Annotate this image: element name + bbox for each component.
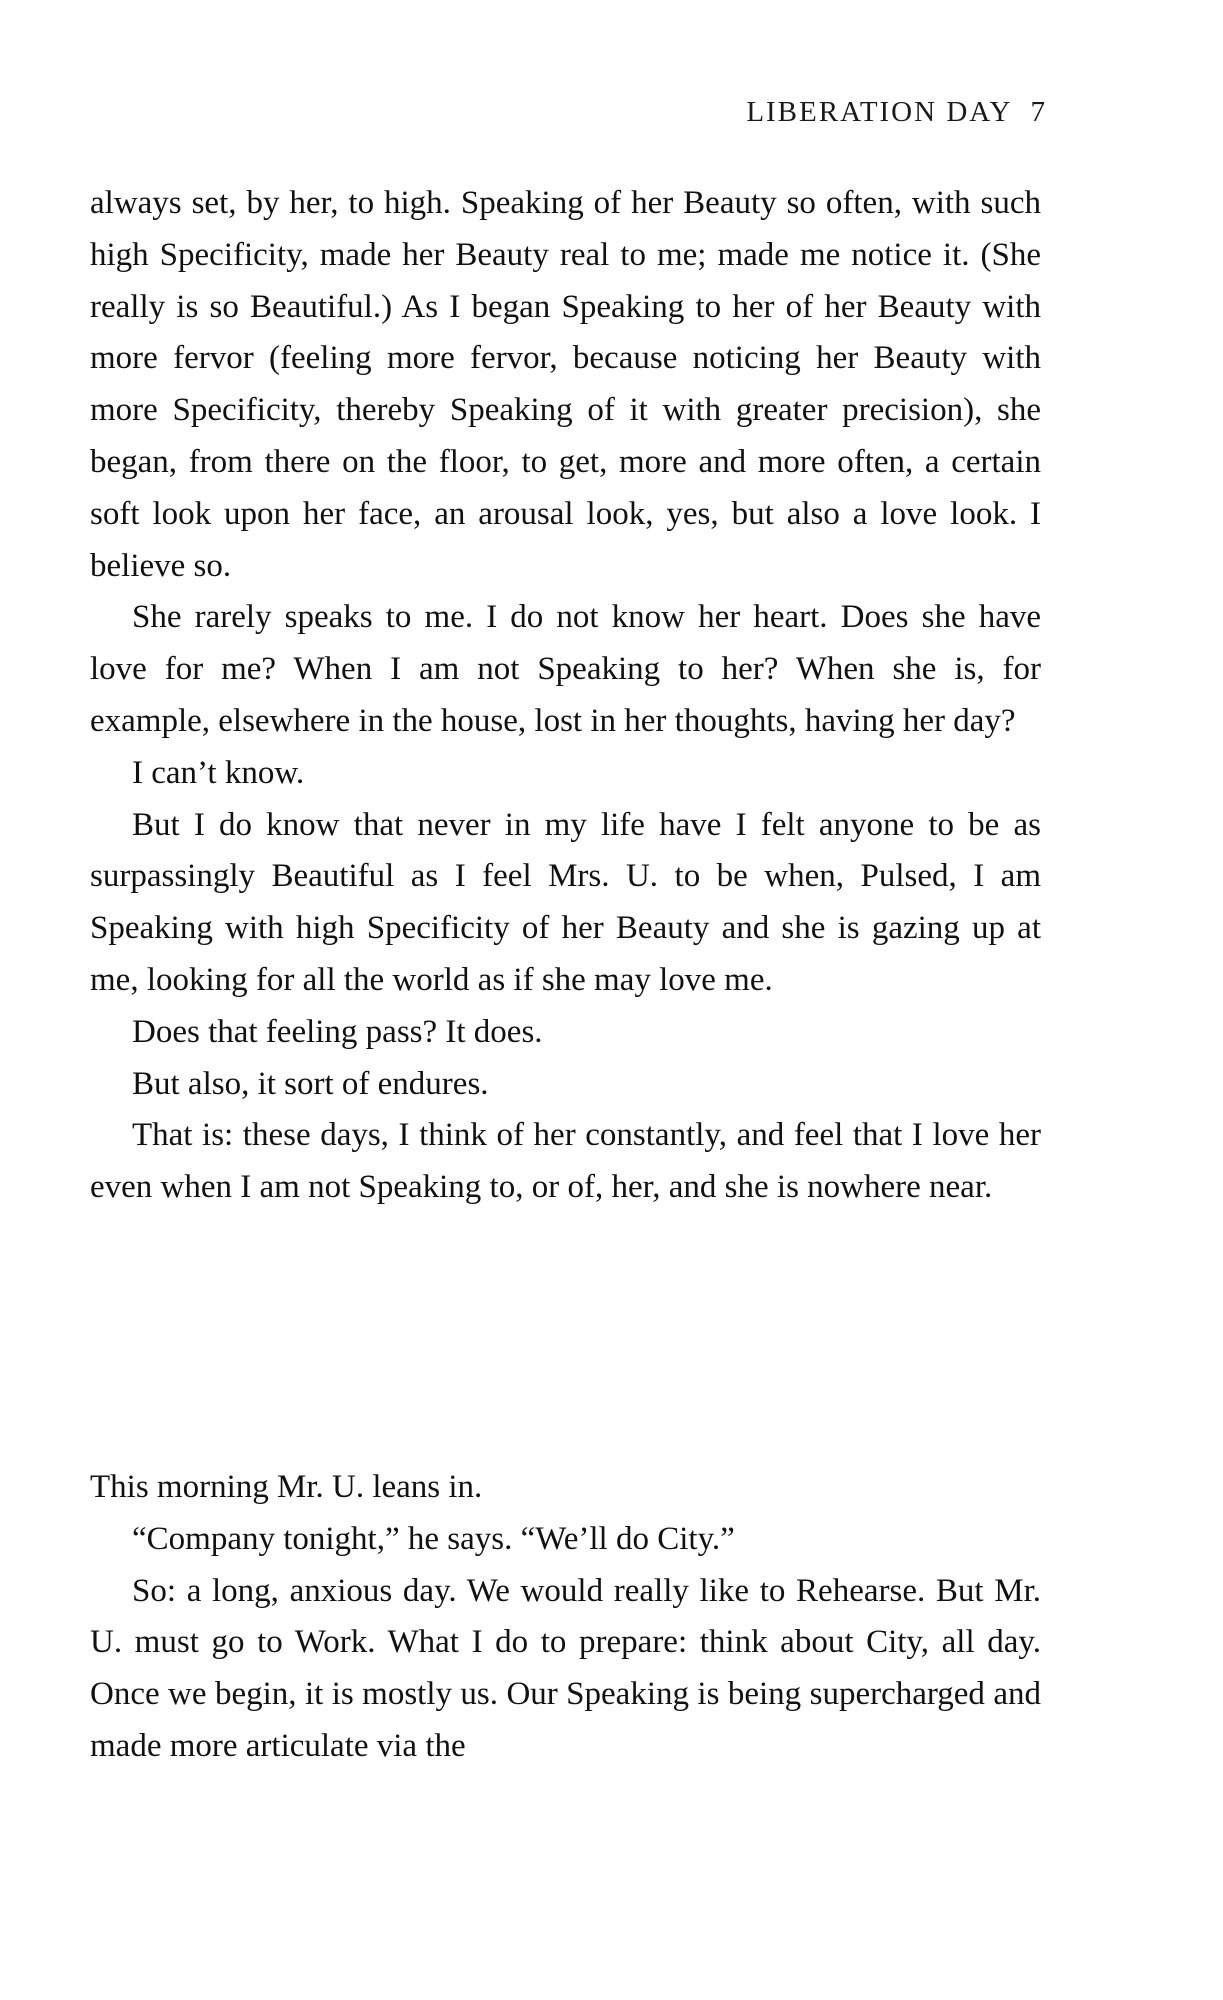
- running-header: [746, 96, 1045, 129]
- body-text-upper: [90, 178, 1041, 1214]
- paragraph: Does that feeling pass? It does.: [132, 1013, 543, 1050]
- paragraph: I can’t know.: [132, 754, 305, 791]
- paragraph: So: a long, anxious day. We would really like to Rehearse. But Mr. U. must go to Work. What I do to prepare: think about City, all day. Once we begin, it is mostly us. Our Speaking is being supercharged and made more articulate via the: [90, 1572, 1041, 1764]
- paragraph: always set, by her, to high. Speaking of her Beauty so often, with such high Specificity, made her Beauty real to me; made me notice it. (She really is so Beautiful.) As I began Speaking to her of her Beauty with more fervor (feeling more fervor, because noticing her Beauty with more Specificity, thereby Speaking of it with greater precision), she began, from there on the floor, to get, more and more often, a certain soft look upon her face, an arousal look, yes, but also a love look. I believe so.: [90, 185, 1041, 584]
- page-number: 7: [1030, 96, 1045, 128]
- body-text-lower: [90, 1462, 1041, 1773]
- paragraph: That is: these days, I think of her constantly, and feel that I love her even when I am not Speaking to, or of, her, and she is nowhere near.: [90, 1117, 1041, 1206]
- paragraph: But also, it sort of endures.: [132, 1065, 489, 1102]
- paragraph: This morning Mr. U. leans in.: [90, 1469, 483, 1505]
- paragraph: “Company tonight,” he says. “We’ll do City.”: [132, 1520, 735, 1557]
- running-title: LIBERATION DAY: [746, 96, 1013, 128]
- paragraph: She rarely speaks to me. I do not know her heart. Does she have love for me? When I am not Speaking to her? When she is, for example, elsewhere in the house, lost in her thoughts, having her day?: [90, 599, 1041, 739]
- paragraph: But I do know that never in my life have I felt anyone to be as surpassingly Beautiful as I feel Mrs. U. to be when, Pulsed, I am Speaking with high Specificity of her Beauty and she is gazing up at me, looking for all the world as if she may love me.: [90, 806, 1041, 998]
